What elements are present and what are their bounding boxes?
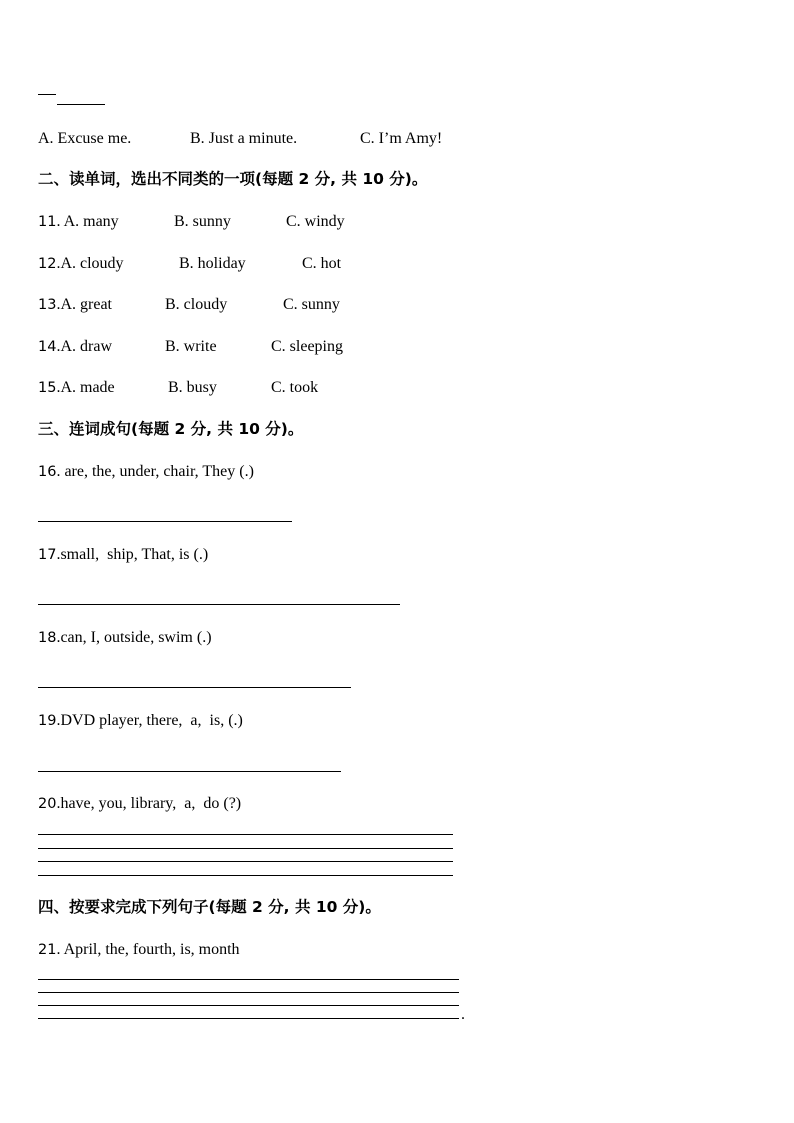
question-number: 13 bbox=[38, 297, 57, 313]
question-text: .small, ship, That, is (.) bbox=[56, 546, 209, 563]
question-number: 21 bbox=[38, 942, 57, 958]
question-21 bbox=[38, 940, 240, 960]
question-text: .can, I, outside, swim (.) bbox=[56, 629, 212, 646]
answer-line-q21-2[interactable] bbox=[38, 992, 459, 993]
question-text: .DVD player, there, a, is, (.) bbox=[56, 712, 243, 729]
answer-line-q20-3[interactable] bbox=[38, 861, 453, 862]
question-19 bbox=[38, 711, 243, 731]
section4-heading: 四、按要求完成下列句子(每题 2 分, 共 10 分)。 bbox=[38, 898, 381, 916]
q13-option-a: .A. great bbox=[56, 296, 112, 313]
question-number: 12 bbox=[38, 256, 57, 272]
q11-option-a: . A. many bbox=[56, 213, 119, 230]
question-18 bbox=[38, 628, 212, 648]
answer-line-q21-1[interactable] bbox=[38, 979, 459, 980]
answer-line-q21-4[interactable] bbox=[38, 1018, 459, 1019]
answer-blank-q10[interactable] bbox=[57, 104, 105, 105]
q12-option-c: C. hot bbox=[302, 255, 342, 272]
question-text: .have, you, library, a, do (?) bbox=[56, 795, 242, 812]
question-number: 16 bbox=[38, 464, 57, 480]
question-number: 15 bbox=[38, 380, 57, 396]
q10-option-c: C. I’m Amy! bbox=[360, 130, 443, 147]
q15-option-b: B. busy bbox=[168, 379, 217, 396]
q10-option-a: A. Excuse me. bbox=[38, 130, 132, 147]
q14-option-a: .A. draw bbox=[56, 338, 112, 355]
answer-line-q16[interactable] bbox=[38, 521, 292, 522]
end-period: . bbox=[461, 1006, 465, 1023]
answer-line-q20-4[interactable] bbox=[38, 875, 453, 876]
answer-line-q19[interactable] bbox=[38, 771, 341, 772]
question-17 bbox=[38, 545, 208, 565]
q15-option-c: C. took bbox=[271, 379, 319, 396]
question-number: 20 bbox=[38, 796, 57, 812]
answer-line-q20-1[interactable] bbox=[38, 834, 453, 835]
q11-option-c: C. windy bbox=[286, 213, 345, 230]
question-16 bbox=[38, 462, 254, 482]
q13-option-b: B. cloudy bbox=[165, 296, 228, 313]
question-number: 19 bbox=[38, 713, 57, 729]
q12-option-b: B. holiday bbox=[179, 255, 246, 272]
q11-option-b: B. sunny bbox=[174, 213, 231, 230]
dialogue-dash bbox=[38, 94, 56, 95]
q10-option-b: B. Just a minute. bbox=[190, 130, 298, 147]
q15-option-a: .A. made bbox=[56, 379, 115, 396]
question-15 bbox=[38, 378, 438, 458]
answer-line-q21-3[interactable] bbox=[38, 1005, 459, 1006]
question-text: . April, the, fourth, is, month bbox=[56, 941, 240, 958]
q13-option-c: C. sunny bbox=[283, 296, 340, 313]
q14-option-b: B. write bbox=[165, 338, 217, 355]
answer-line-q17[interactable] bbox=[38, 604, 400, 605]
question-number: 18 bbox=[38, 630, 57, 646]
question-number: 11 bbox=[38, 214, 57, 230]
question-number: 17 bbox=[38, 547, 57, 563]
section3-heading: 三、连词成句(每题 2 分, 共 10 分)。 bbox=[38, 420, 304, 438]
q14-option-c: C. sleeping bbox=[271, 338, 343, 355]
answer-line-q20-2[interactable] bbox=[38, 848, 453, 849]
section2-heading: 二、读单词，选出不同类的一项(每题 2 分, 共 10 分)。 bbox=[38, 170, 428, 188]
question-text: . are, the, under, chair, They (.) bbox=[56, 463, 254, 480]
question-number: 14 bbox=[38, 339, 57, 355]
q12-option-a: .A. cloudy bbox=[56, 255, 124, 272]
answer-line-q18[interactable] bbox=[38, 687, 351, 688]
question-20 bbox=[38, 794, 241, 814]
